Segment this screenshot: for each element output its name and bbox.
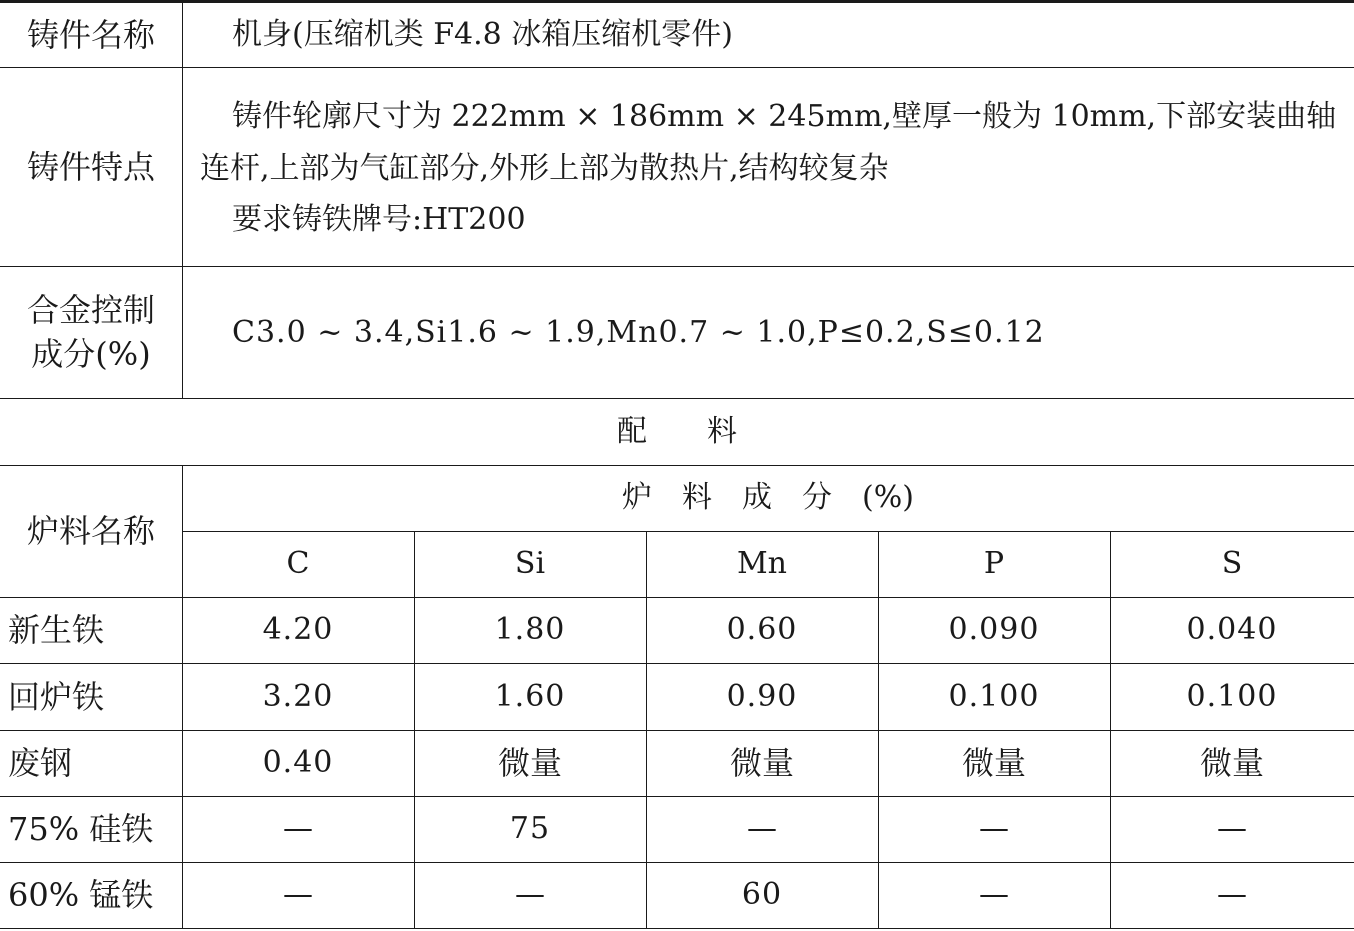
casting-name-value: 机身(压缩机类 F4.8 冰箱压缩机零件) (232, 17, 734, 52)
element-header-s: S (1221, 546, 1243, 581)
charge-value-p: 0.090 (948, 612, 1040, 647)
charge-value-si: 微量 (497, 744, 562, 782)
alloy-label (0, 266, 182, 398)
col-divider (182, 0, 183, 398)
features-line-2: 连杆,上部为气缸部分,外形上部为散热片,结构较复杂 (200, 151, 889, 186)
charge-value-si: 75 (509, 811, 551, 846)
charge-value-mn: 0.90 (726, 678, 798, 714)
charge-value-c: 0.40 (262, 745, 334, 780)
charge-value-p: 微量 (961, 744, 1026, 782)
charge-row-name: 废钢 (8, 744, 73, 782)
charge-value-p: — (979, 877, 1009, 912)
charge-value-s: 0.100 (1186, 678, 1278, 714)
features-label: 铸件特点 (26, 147, 155, 186)
charge-value-s: — (1217, 811, 1247, 846)
charge-value-mn: — (747, 811, 777, 846)
charge-value-s: 微量 (1199, 744, 1264, 782)
element-header-p: P (983, 546, 1005, 581)
charge-value-p: 0.100 (948, 678, 1040, 714)
charge-value-si: 1.60 (494, 678, 566, 714)
charge-value-mn: 微量 (729, 744, 794, 782)
features-line-3: 要求铸铁牌号:HT200 (232, 202, 526, 237)
charge-value-c: 3.20 (262, 678, 334, 714)
charge-value-si: — (515, 877, 545, 912)
charge-row-name: 新生铁 (8, 611, 105, 649)
alloy-label-line-1: 合金控制 (26, 291, 155, 329)
table-bottom-border (0, 928, 1354, 929)
charge-value-si: 1.80 (494, 612, 566, 647)
element-header-mn: Mn (736, 546, 788, 581)
charge-value-c: — (283, 811, 313, 846)
alloy-label-line-2: 成分(%) (31, 335, 151, 373)
row-divider (0, 67, 1354, 68)
features-line-1: 铸件轮廓尺寸为 222mm × 186mm × 245mm,壁厚一般为 10mm,下部安装曲轴 (232, 99, 1337, 134)
charge-row-name: 60% 锰铁 (8, 876, 154, 914)
charge-value-s: 0.040 (1186, 612, 1278, 647)
charge-value-p: — (979, 811, 1009, 846)
row-divider (0, 266, 1354, 267)
element-header-si: Si (514, 546, 546, 581)
alloy-value: C3.0 ~ 3.4,Si1.6 ~ 1.9,Mn0.7 ~ 1.0,P≤0.2,S≤0.12 (232, 315, 1045, 350)
charge-row-name: 75% 硅铁 (8, 810, 154, 848)
element-header-c: C (286, 546, 310, 581)
composition-header: 炉 料 成 分 (%) (622, 480, 914, 515)
charge-value-c: 4.20 (262, 612, 334, 647)
table-top-border (0, 0, 1354, 3)
charge-name-header: 炉料名称 (26, 512, 155, 550)
batching-title: 配 料 (617, 413, 737, 449)
charge-row-name: 回炉铁 (8, 677, 105, 716)
charge-value-mn: 60 (741, 877, 783, 912)
charge-value-mn: 0.60 (726, 612, 798, 647)
casting-name-label: 铸件名称 (26, 16, 155, 54)
charge-value-c: — (283, 877, 313, 912)
charge-value-s: — (1217, 877, 1247, 912)
